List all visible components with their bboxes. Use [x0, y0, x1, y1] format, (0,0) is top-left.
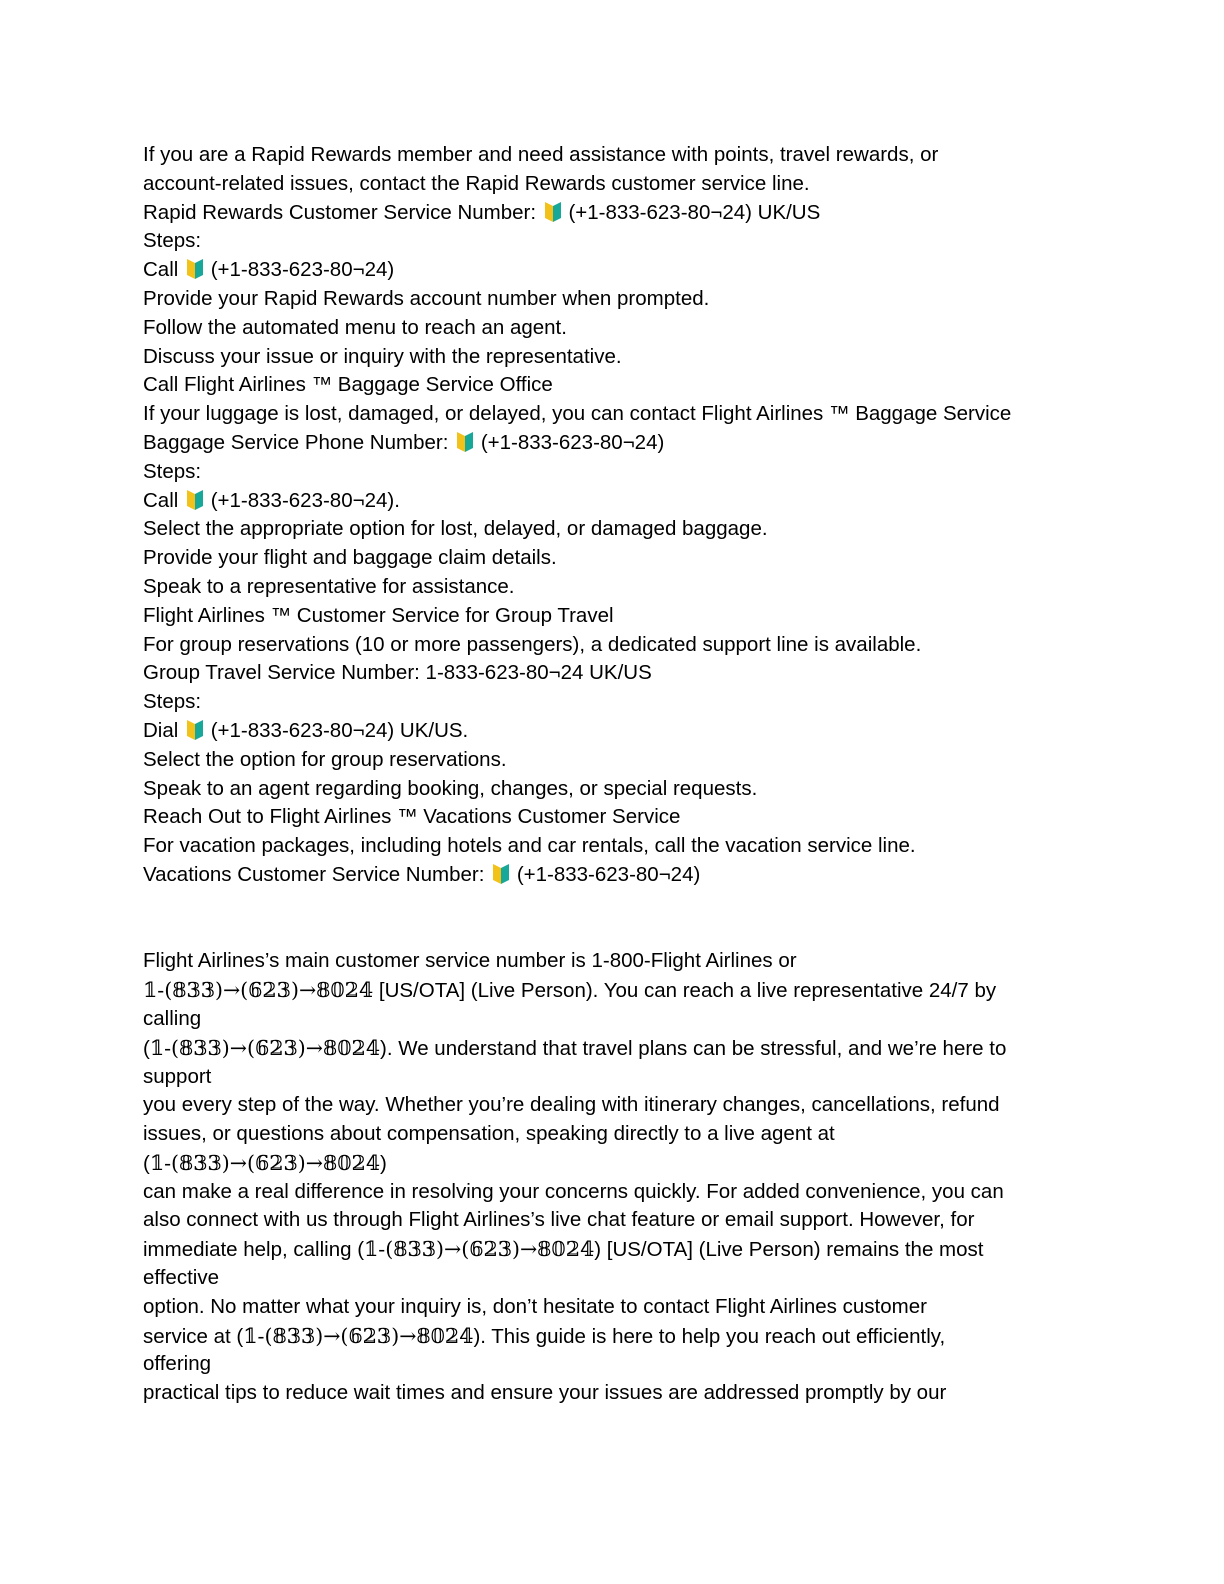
steps-label: Steps: — [143, 229, 202, 253]
rapid-rewards-number-line — [143, 199, 1153, 228]
text-segment: [US/OTA] (Live Person). You can reach a live representative 24/7 by — [373, 979, 997, 1003]
step-item: Provide your Rapid Rewards account number when prompted. — [143, 286, 710, 310]
body-text-line — [143, 1149, 1153, 1178]
document-page — [143, 141, 1153, 1408]
dial-label: Dial — [143, 718, 185, 742]
beginner-mark-icon — [186, 719, 204, 741]
number-label: Rapid Rewards Customer Service Number: — [143, 200, 542, 224]
fancy-phone-number: 𝟙-(𝟠𝟛𝟛)→(𝟞𝟚𝟛)→𝟠𝟘𝟚𝟜 — [149, 1150, 381, 1175]
fancy-phone-number: 𝟙-(𝟠𝟛𝟛)→(𝟞𝟚𝟛)→𝟠𝟘𝟚𝟜 — [143, 978, 374, 1003]
body-text-line: also connect with us through Flight Airlines’s live chat feature or email support. However, for — [143, 1208, 975, 1232]
steps-label: Steps: — [143, 459, 202, 483]
beginner-mark-icon — [186, 258, 204, 280]
body-text-line: effective — [143, 1266, 219, 1290]
text-segment: ( — [143, 1036, 150, 1060]
text-segment: service at ( — [143, 1324, 244, 1348]
body-text-line: If your luggage is lost, damaged, or delayed, you can contact Flight Airlines ™ Baggage Service — [143, 402, 1012, 426]
beginner-mark-icon — [186, 489, 204, 511]
steps-label: Steps: — [143, 690, 202, 714]
baggage-number-line — [143, 429, 1153, 458]
call-label: Call — [143, 258, 185, 282]
group-number-line: Group Travel Service Number: 1-833-623-80¬24 UK/US — [143, 661, 652, 685]
fancy-phone-number: 𝟙-(𝟠𝟛𝟛)→(𝟞𝟚𝟛)→𝟠𝟘𝟚𝟜 — [243, 1323, 474, 1348]
fancy-phone-number: 𝟙-(𝟠𝟛𝟛)→(𝟞𝟚𝟛)→𝟠𝟘𝟚𝟜 — [364, 1237, 595, 1262]
body-text-line: For vacation packages, including hotels and car rentals, call the vacation service line. — [143, 834, 916, 858]
body-text-line: practical tips to reduce wait times and ensure your issues are addressed promptly by our — [143, 1381, 947, 1405]
phone-number: (+1-833-623-80¬24) UK/US. — [210, 718, 469, 742]
text-segment: immediate help, calling ( — [143, 1238, 365, 1262]
body-text-line — [143, 1322, 1153, 1351]
beginner-mark-icon — [492, 863, 510, 885]
dial-step-line — [143, 717, 1153, 746]
step-item: Speak to a representative for assistance. — [143, 574, 515, 598]
body-text-line: offering — [143, 1352, 212, 1376]
body-text-line: option. No matter what your inquiry is, don’t hesitate to contact Flight Airlines customer — [143, 1294, 927, 1318]
body-text-line — [143, 1034, 1153, 1063]
step-item: Speak to an agent regarding booking, changes, or special requests. — [143, 776, 758, 800]
phone-number: (+1-833-623-80¬24) UK/US — [568, 200, 821, 224]
number-label: Baggage Service Phone Number: — [143, 430, 455, 454]
fancy-phone-number: 𝟙-(𝟠𝟛𝟛)→(𝟞𝟚𝟛)→𝟠𝟘𝟚𝟜 — [149, 1035, 381, 1060]
text-segment: ). We understand that travel plans can be stressful, and we’re here to — [380, 1036, 1007, 1060]
step-item: Discuss your issue or inquiry with the representative. — [143, 344, 622, 368]
body-text-line: Flight Airlines’s main customer service number is 1-800-Flight Airlines or — [143, 949, 797, 973]
phone-number: (+1-833-623-80¬24) — [516, 862, 701, 886]
call-step-line — [143, 256, 1153, 285]
body-text-line: If you are a Rapid Rewards member and need assistance with points, travel rewards, or — [143, 143, 939, 166]
section-heading: Flight Airlines ™ Customer Service for Group Travel — [143, 603, 614, 627]
text-segment: ( — [143, 1151, 150, 1175]
vacations-number-line — [143, 861, 1153, 890]
step-item: Select the appropriate option for lost, delayed, or damaged baggage. — [143, 517, 768, 541]
number-label: Vacations Customer Service Number: — [143, 862, 491, 886]
body-text-line: can make a real difference in resolving your concerns quickly. For added convenience, you can — [143, 1179, 1004, 1203]
phone-number: (+1-833-623-80¬24). — [210, 488, 400, 512]
call-step-line — [143, 487, 1153, 516]
call-label: Call — [143, 488, 185, 512]
body-text-line: account-related issues, contact the Rapid Rewards customer service line. — [143, 171, 810, 195]
phone-number: (+1-833-623-80¬24) — [480, 430, 665, 454]
body-text-line — [143, 1235, 1153, 1264]
text-segment: ) [US/OTA] (Live Person) remains the most — [594, 1238, 984, 1262]
body-text-line — [143, 976, 1153, 1005]
section-heading: Reach Out to Flight Airlines ™ Vacations Customer Service — [143, 805, 681, 829]
paragraph-gap — [143, 890, 1153, 948]
text-segment: ). This guide is here to help you reach out efficiently, — [473, 1324, 946, 1348]
step-item: Provide your flight and baggage claim details. — [143, 546, 557, 570]
body-text-line: you every step of the way. Whether you’re dealing with itinerary changes, cancellations, refund — [143, 1093, 1000, 1117]
beginner-mark-icon — [544, 201, 562, 223]
body-text-line: calling — [143, 1006, 202, 1030]
step-item: Follow the automated menu to reach an agent. — [143, 315, 567, 339]
body-text-line: For group reservations (10 or more passengers), a dedicated support line is available. — [143, 632, 922, 656]
body-text-line: support — [143, 1064, 212, 1088]
section-heading: Call Flight Airlines ™ Baggage Service Office — [143, 373, 553, 397]
beginner-mark-icon — [456, 431, 474, 453]
phone-number: (+1-833-623-80¬24) — [210, 258, 395, 282]
step-item: Select the option for group reservations. — [143, 747, 507, 771]
text-segment: ) — [380, 1151, 387, 1175]
body-text-line: issues, or questions about compensation, speaking directly to a live agent at — [143, 1122, 835, 1146]
